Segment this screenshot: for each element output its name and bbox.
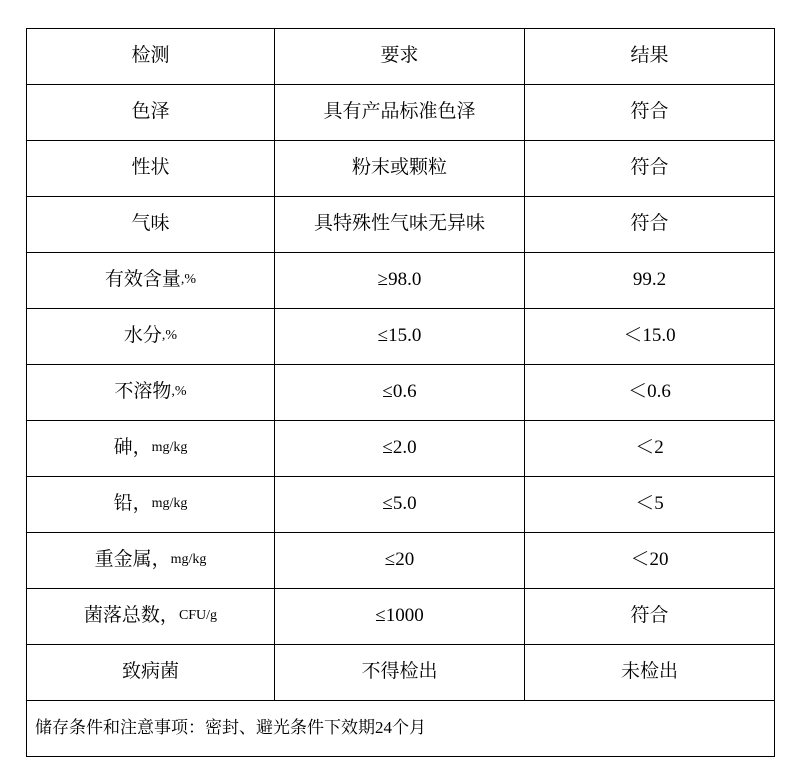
item-text: 气味 bbox=[131, 213, 170, 235]
requirement-value: ≤2.0 bbox=[382, 437, 417, 459]
requirement-value: ≤1000 bbox=[375, 605, 424, 627]
requirement-value: ≤0.6 bbox=[382, 381, 417, 403]
cell-result bbox=[525, 477, 775, 533]
table-row bbox=[27, 589, 775, 645]
table-row bbox=[27, 85, 775, 141]
result-value: 符合 bbox=[630, 101, 669, 123]
requirement-value: ≥98.0 bbox=[377, 269, 422, 291]
cell-result bbox=[525, 197, 775, 253]
result-value: 符合 bbox=[630, 605, 669, 627]
item-text: 不溶物 bbox=[114, 381, 172, 403]
item-name bbox=[27, 533, 274, 588]
storage-note: 储存条件和注意事项：密封、避光条件下效期24个月 bbox=[35, 718, 426, 738]
cell-result bbox=[525, 589, 775, 645]
cell-item bbox=[27, 477, 275, 533]
requirement-value: 粉末或颗粒 bbox=[351, 157, 447, 179]
cell-result bbox=[525, 253, 775, 309]
result-value: 未检出 bbox=[620, 661, 678, 683]
cell-requirement bbox=[275, 197, 525, 253]
cell-item bbox=[27, 141, 275, 197]
cell-result bbox=[525, 85, 775, 141]
cell-result bbox=[525, 365, 775, 421]
item-unit: mg/kg bbox=[151, 496, 188, 512]
table-body bbox=[27, 29, 775, 757]
cell-result bbox=[525, 421, 775, 477]
item-name bbox=[27, 589, 274, 644]
item-name bbox=[27, 141, 274, 196]
cell-item bbox=[27, 253, 275, 309]
item-name bbox=[27, 253, 274, 308]
requirement-value: 具有产品标准色泽 bbox=[323, 101, 476, 123]
cell-item bbox=[27, 645, 275, 701]
header-requirement-label: 要求 bbox=[380, 45, 419, 67]
item-unit: ,% bbox=[180, 272, 197, 288]
cell-result bbox=[525, 141, 775, 197]
item-text: 砷， bbox=[113, 437, 152, 459]
result-value: 符合 bbox=[630, 213, 669, 235]
cell-result bbox=[525, 533, 775, 589]
result-value: 99.2 bbox=[632, 269, 667, 291]
item-unit: ,% bbox=[171, 384, 187, 400]
cell-result bbox=[525, 309, 775, 365]
requirement-value: 具特殊性气味无异味 bbox=[313, 213, 485, 235]
item-unit: mg/kg bbox=[151, 440, 188, 456]
result-value: 符合 bbox=[630, 157, 669, 179]
item-unit: mg/kg bbox=[170, 552, 207, 568]
result-value: ＜5 bbox=[635, 493, 664, 515]
item-text: 致病菌 bbox=[121, 661, 179, 683]
header-result-label: 结果 bbox=[630, 45, 669, 67]
cell-requirement bbox=[275, 477, 525, 533]
cell-item bbox=[27, 309, 275, 365]
cell-item bbox=[27, 85, 275, 141]
table-row bbox=[27, 645, 775, 701]
requirement-value: ≤15.0 bbox=[377, 325, 422, 347]
cell-item bbox=[27, 365, 275, 421]
requirement-value: ≤20 bbox=[384, 549, 415, 571]
item-text: 色泽 bbox=[131, 101, 170, 123]
cell-requirement bbox=[275, 645, 525, 701]
requirement-value: ≤5.0 bbox=[382, 493, 417, 515]
item-name bbox=[27, 365, 274, 420]
table-row bbox=[27, 253, 775, 309]
header-cell-requirement bbox=[275, 29, 525, 85]
item-text: 重金属， bbox=[94, 549, 171, 571]
item-text: 有效含量 bbox=[104, 269, 181, 291]
specification-table bbox=[26, 28, 775, 757]
cell-item bbox=[27, 589, 275, 645]
cell-requirement bbox=[275, 365, 525, 421]
cell-footnote bbox=[27, 701, 775, 757]
item-name bbox=[27, 421, 274, 476]
header-cell-item bbox=[27, 29, 275, 85]
item-unit: CFU/g bbox=[178, 608, 218, 624]
result-value: ＜15.0 bbox=[623, 325, 676, 347]
header-item-label: 检测 bbox=[131, 45, 170, 67]
table-footnote-row bbox=[27, 701, 775, 757]
cell-item bbox=[27, 533, 275, 589]
cell-requirement bbox=[275, 253, 525, 309]
item-name bbox=[27, 645, 274, 700]
cell-item bbox=[27, 197, 275, 253]
table-header-row bbox=[27, 29, 775, 85]
cell-requirement bbox=[275, 589, 525, 645]
cell-item bbox=[27, 421, 275, 477]
table-row bbox=[27, 533, 775, 589]
item-text: 菌落总数， bbox=[83, 605, 179, 627]
table-row bbox=[27, 197, 775, 253]
item-text: 性状 bbox=[131, 157, 170, 179]
result-value: ＜2 bbox=[635, 437, 664, 459]
cell-requirement bbox=[275, 141, 525, 197]
item-name bbox=[27, 309, 274, 364]
item-name bbox=[27, 197, 274, 252]
cell-requirement bbox=[275, 85, 525, 141]
table-row bbox=[27, 421, 775, 477]
table-row bbox=[27, 477, 775, 533]
cell-requirement bbox=[275, 421, 525, 477]
cell-result bbox=[525, 645, 775, 701]
item-unit: ,% bbox=[161, 328, 178, 344]
item-name bbox=[27, 477, 274, 532]
item-text: 铅， bbox=[113, 493, 152, 515]
header-cell-result bbox=[525, 29, 775, 85]
requirement-value: 不得检出 bbox=[361, 661, 438, 683]
table-row bbox=[27, 141, 775, 197]
table-row bbox=[27, 365, 775, 421]
result-value: ＜0.6 bbox=[628, 381, 671, 403]
result-value: ＜20 bbox=[630, 549, 669, 571]
cell-requirement bbox=[275, 309, 525, 365]
item-name bbox=[27, 85, 274, 140]
cell-requirement bbox=[275, 533, 525, 589]
table-row bbox=[27, 309, 775, 365]
item-text: 水分 bbox=[123, 325, 162, 347]
